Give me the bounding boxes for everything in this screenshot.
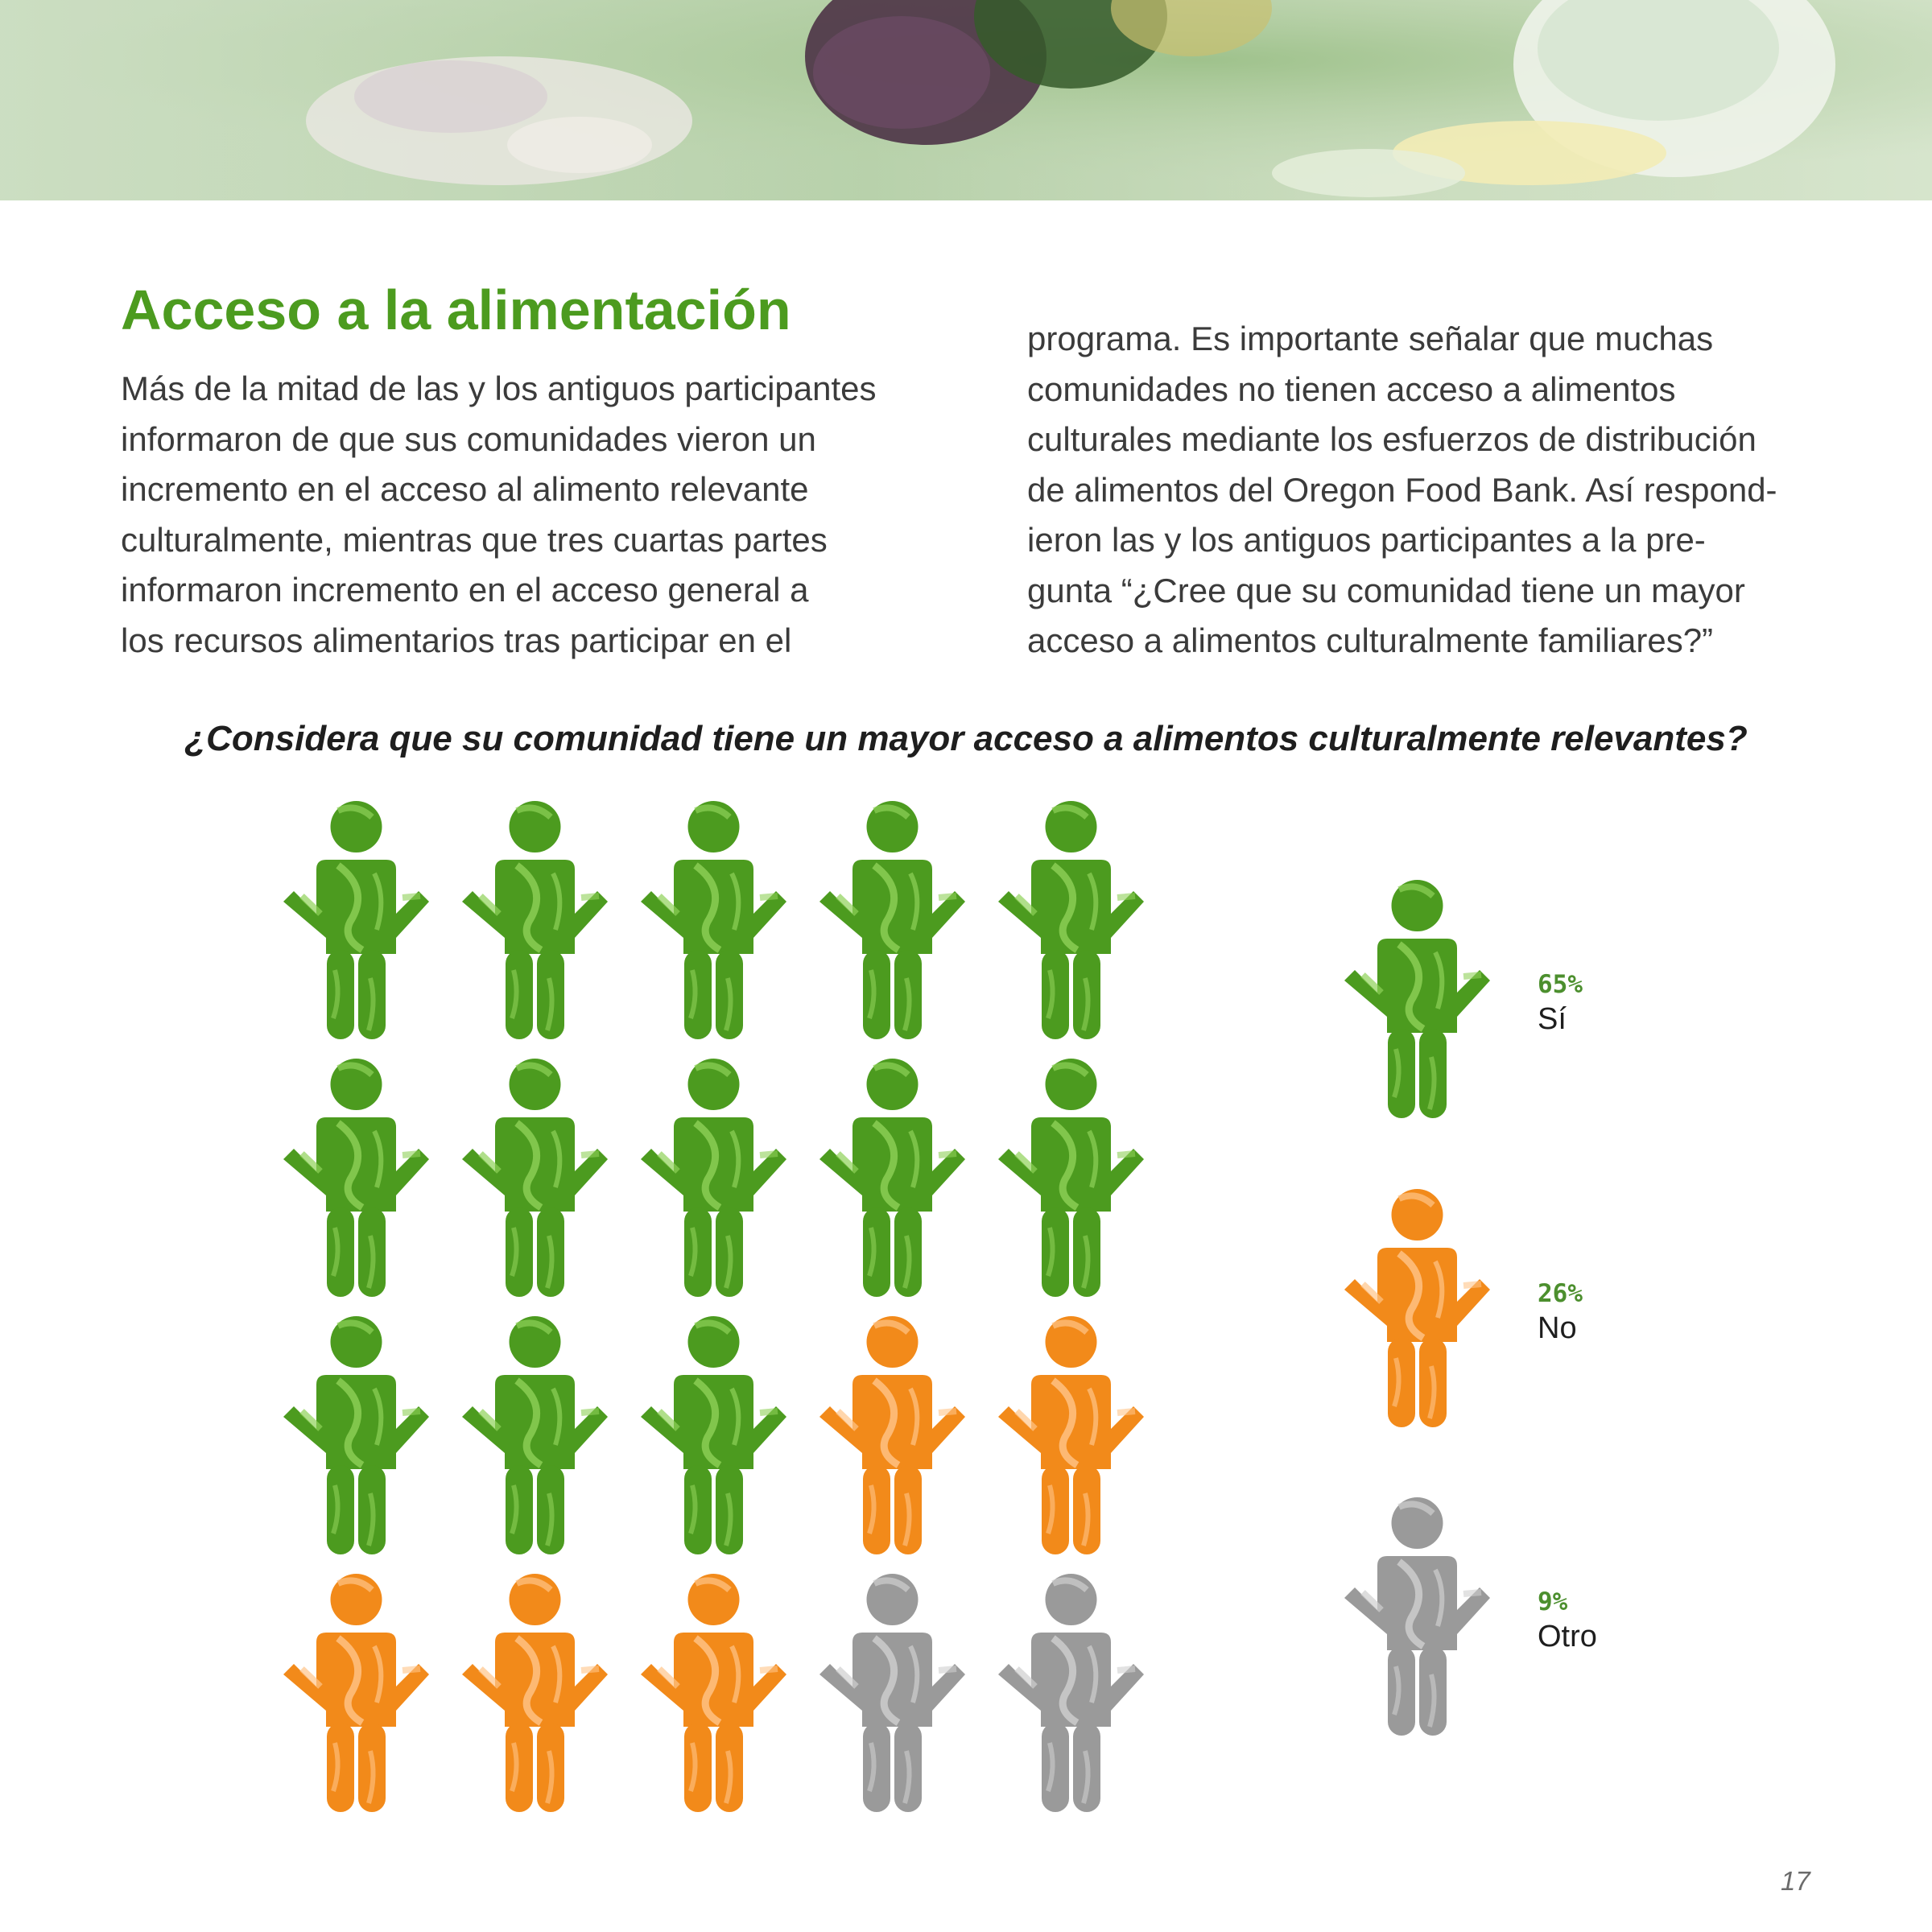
- chart-title: ¿Considera que su comunidad tiene un mayor acceso a alimentos culturalmente relevantes?: [184, 719, 1748, 758]
- paragraph-line: programa. Es importante señalar que muchas: [1027, 320, 1714, 357]
- person-icon-si: [997, 1059, 1146, 1297]
- person-icon-si: [818, 801, 967, 1039]
- person-icon-si: [818, 1059, 967, 1297]
- person-icon: [1343, 880, 1492, 1118]
- paragraph-line: de alimentos del Oregon Food Bank. Así respond-: [1027, 470, 1777, 509]
- paragraph-line: los recursos alimentarios tras participar en el: [121, 621, 792, 659]
- pictograph-grid: [282, 801, 1151, 1823]
- person-icon-si: [460, 801, 609, 1039]
- person-icon-si: [639, 1316, 788, 1554]
- person-icon: [1343, 1189, 1492, 1427]
- food-photo-illustration: [0, 0, 1932, 200]
- person-icon-si: [460, 1316, 609, 1554]
- person-icon-no: [639, 1574, 788, 1812]
- person-icon-si: [282, 801, 431, 1039]
- legend-percentage: 65%: [1538, 970, 1583, 999]
- person-icon-si: [997, 801, 1146, 1039]
- paragraph-line: informaron incremento en el acceso general a: [121, 571, 809, 609]
- paragraph-line: incremento en el acceso al alimento relevante: [121, 470, 809, 508]
- page-number: 17: [1781, 1866, 1810, 1896]
- legend-percentage: 9%: [1538, 1587, 1568, 1616]
- person-icon-otro: [818, 1574, 967, 1812]
- person-icon-si: [282, 1316, 431, 1554]
- intro-paragraph-left: [121, 364, 926, 666]
- legend-label: Sí: [1538, 1002, 1567, 1036]
- legend-percentage: 26%: [1538, 1279, 1583, 1308]
- person-icon-no: [818, 1316, 967, 1554]
- paragraph-line: informaron de que sus comunidades vieron un: [121, 419, 816, 458]
- person-icon-si: [282, 1059, 431, 1297]
- paragraph-line: gunta “¿Cree que su comunidad tiene un mayor: [1027, 571, 1745, 609]
- person-icon: [1343, 1497, 1492, 1736]
- intro-paragraph-right: [1027, 314, 1832, 667]
- legend-label: No: [1538, 1311, 1577, 1345]
- person-icon-si: [460, 1059, 609, 1297]
- header-photo-banner: [0, 0, 1932, 200]
- paragraph-line: culturalmente, mientras que tres cuartas partes: [121, 520, 828, 559]
- paragraph-line: ieron las y los antiguos participantes a la pre-: [1027, 521, 1706, 559]
- paragraph-line: culturales mediante los esfuerzos de distribución: [1027, 420, 1757, 458]
- person-icon-no: [282, 1574, 431, 1812]
- person-icon-si: [639, 1059, 788, 1297]
- paragraph-line: Más de la mitad de las y los antiguos participantes: [121, 369, 877, 407]
- paragraph-line: comunidades no tienen acceso a alimentos: [1027, 369, 1676, 408]
- legend-label: Otro: [1538, 1620, 1597, 1653]
- paragraph-line: acceso a alimentos culturalmente familiares?”: [1027, 621, 1714, 659]
- person-icon-otro: [997, 1574, 1146, 1812]
- person-icon-no: [997, 1316, 1146, 1554]
- section-heading: Acceso a la alimentación: [121, 279, 791, 341]
- person-icon-no: [460, 1574, 609, 1812]
- person-icon-si: [639, 801, 788, 1039]
